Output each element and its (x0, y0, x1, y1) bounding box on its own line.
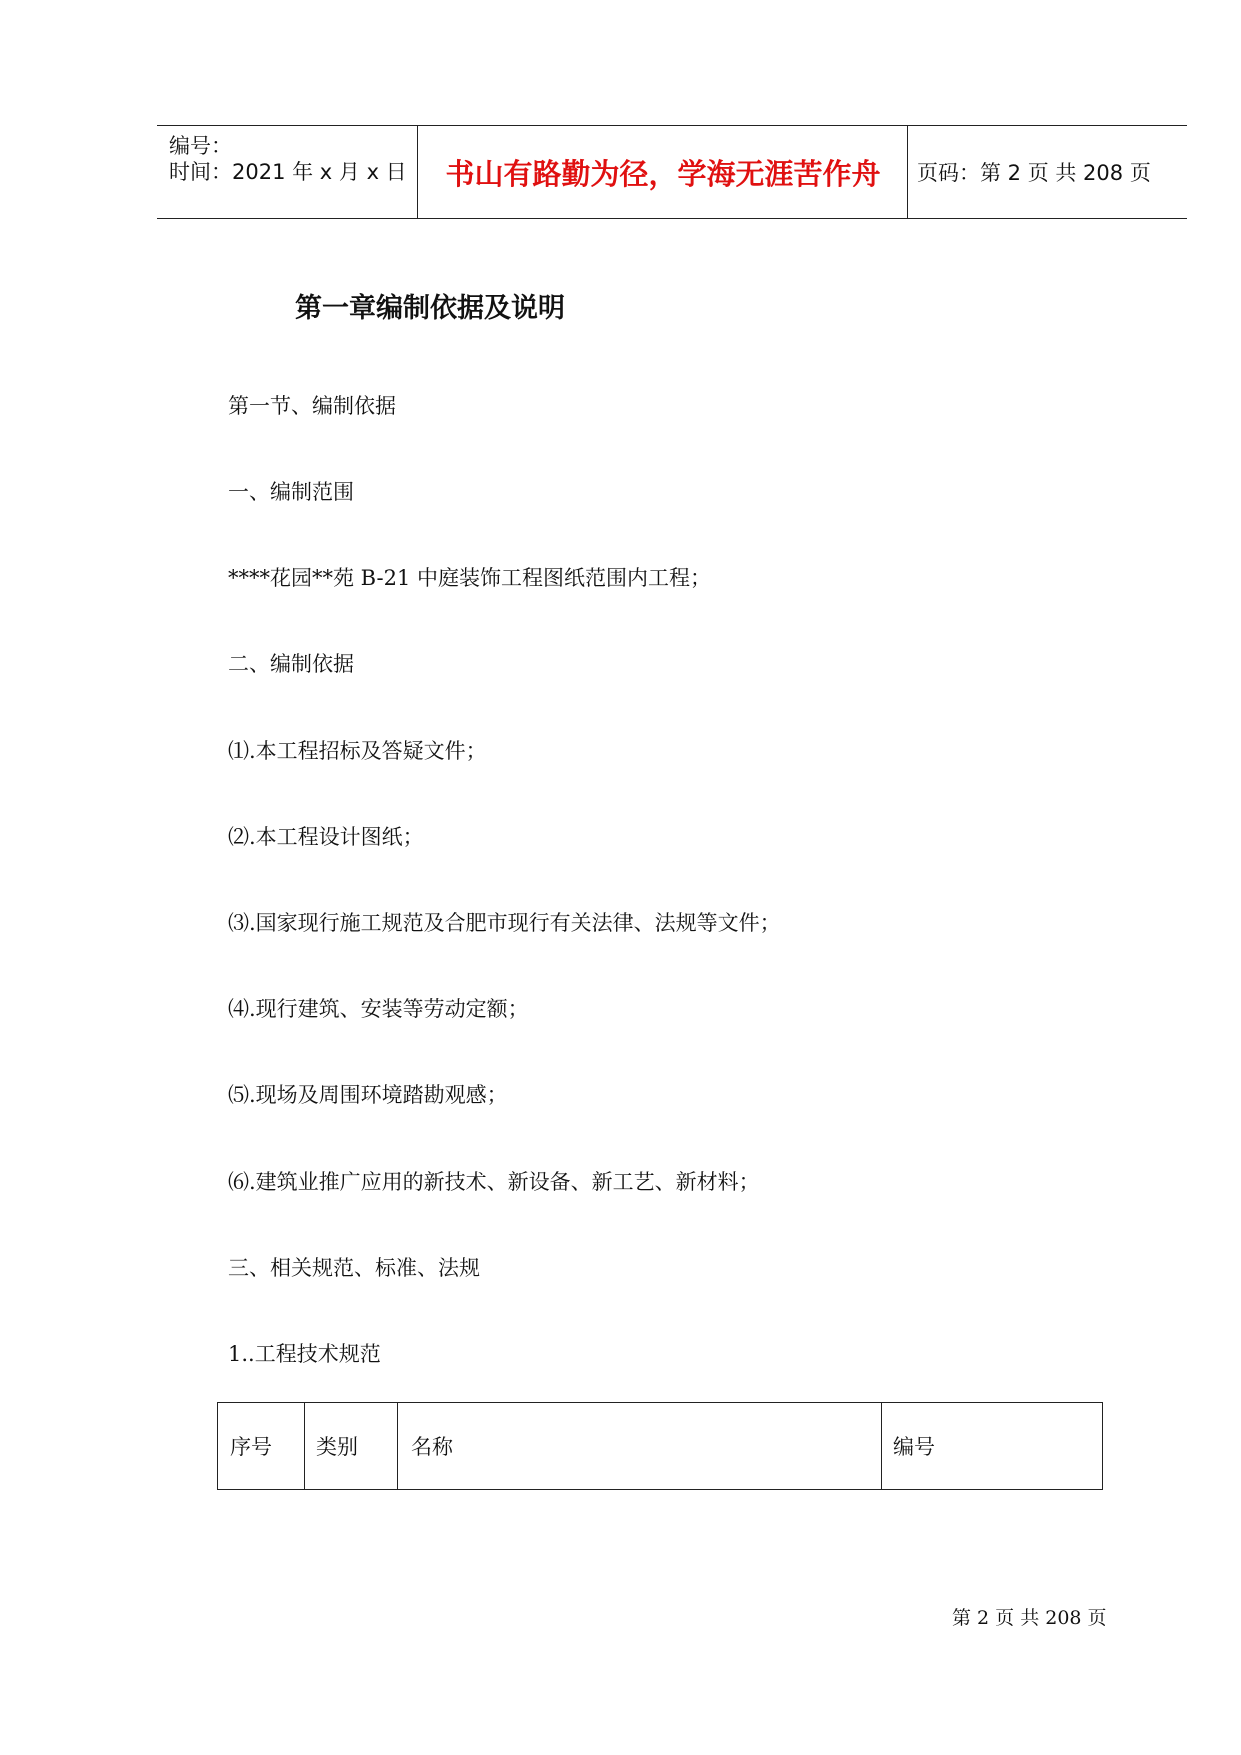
paragraph: 1..工程技术规范 (228, 1342, 381, 1366)
header-divider (907, 126, 908, 218)
table-header-cell: 编号 (893, 1435, 935, 1459)
chapter-title: 第一章编制依据及说明 (295, 293, 565, 324)
number-label: 编号： (169, 134, 232, 158)
section-heading: 第一节、编制依据 (228, 394, 396, 418)
page-footer: 第 2 页 共 208 页 (952, 1607, 1107, 1629)
list-item: ⑹.建筑业推广应用的新技术、新设备、新工艺、新材料； (228, 1170, 760, 1194)
spec-table (217, 1402, 1103, 1490)
page-header (157, 125, 1187, 219)
subsection-heading: 二、编制依据 (228, 652, 354, 676)
list-item: ⑴.本工程招标及答疑文件； (228, 739, 487, 763)
time-label: 时间：2021 年 x 月 x 日 (169, 160, 407, 184)
table-header-cell: 类别 (316, 1435, 358, 1459)
header-page-info: 页码：第 2 页 共 208 页 (917, 161, 1151, 185)
table-header-cell: 序号 (230, 1435, 272, 1459)
list-item: ⑶.国家现行施工规范及合肥市现行有关法律、法规等文件； (228, 911, 781, 935)
header-motto: 书山有路勤为径，学海无涯苦作舟 (445, 156, 881, 191)
header-meta (157, 126, 417, 218)
list-item: ⑵.本工程设计图纸； (228, 825, 424, 849)
paragraph: ****花园**苑 B-21 中庭装饰工程图纸范围内工程； (228, 566, 711, 590)
list-item: ⑸.现场及周围环境踏勘观感； (228, 1083, 508, 1107)
header-divider (417, 126, 418, 218)
list-item: ⑷.现行建筑、安装等劳动定额； (228, 997, 529, 1021)
subsection-heading: 一、编制范围 (228, 480, 354, 504)
table-header-cell: 名称 (411, 1435, 453, 1459)
subsection-heading: 三、相关规范、标准、法规 (228, 1256, 480, 1280)
